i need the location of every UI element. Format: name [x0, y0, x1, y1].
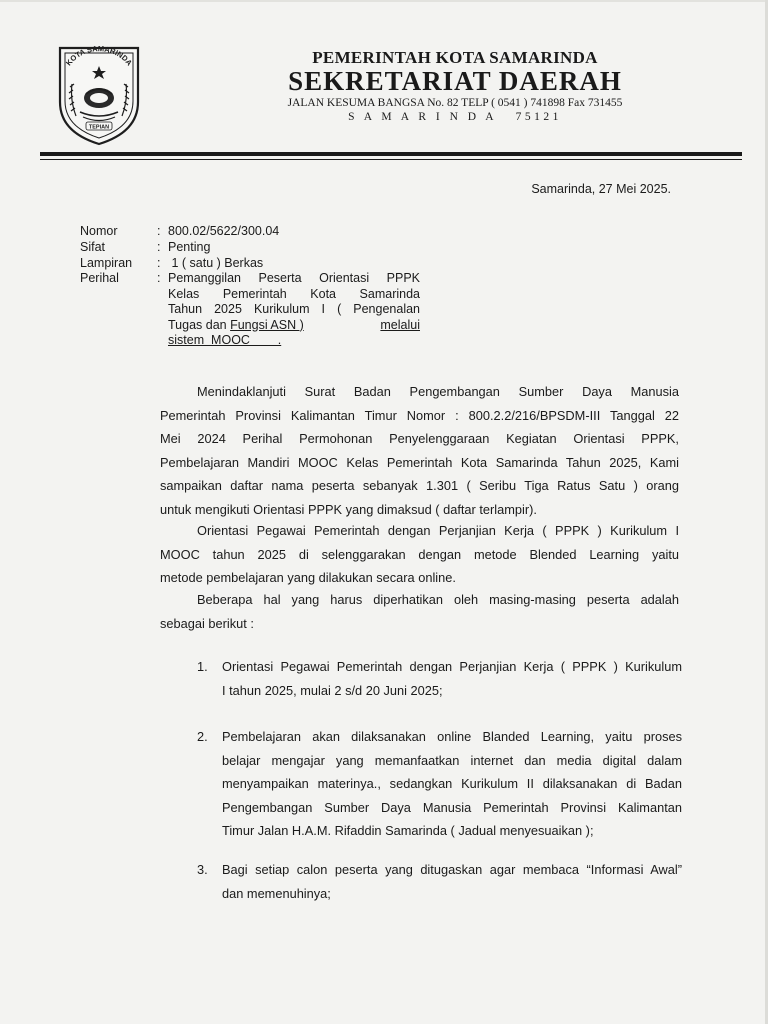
perihal-underlined-text: melalui — [380, 317, 420, 332]
nomor-label: Nomor — [80, 224, 118, 238]
paragraph-line: Menindaklanjuti Surat Badan Pengembangan Sumber Daya Manusia — [197, 384, 679, 399]
paragraph-line: sampaikan daftar nama peserta sebanyak 1.301 ( Seribu Tiga Ratus Satu ) orang — [160, 478, 679, 493]
list-item-line: Pengembangan Sumber Daya Manusia Pemerintah Provinsi Kalimantan — [222, 799, 682, 815]
paragraph-line: Pembelajaran Mandiri MOOC Kelas Pemerintah Kota Samarinda Tahun 2025, Kami — [160, 454, 679, 470]
paragraph-line: sebagai berikut : — [160, 615, 254, 631]
list-item-text — [222, 725, 682, 843]
lampiran-value: 1 ( satu ) Berkas — [168, 256, 264, 270]
sifat-value: Penting — [168, 240, 211, 254]
sifat-colon: : — [157, 240, 161, 254]
paragraph-line: MOOC tahun 2025 di selenggarakan dengan metode Blended Learning yaitu — [160, 546, 679, 562]
emblem-text-top: KOTA SAMARINDA — [63, 44, 135, 68]
list-item-number: 1. — [197, 659, 208, 674]
perihal-underlined-text: Fungsi ASN ) — [230, 317, 304, 332]
perihal-line: Pemanggilan Peserta Orientasi PPPK — [168, 271, 420, 285]
emblem-text-bottom: TEPIAN — [88, 124, 110, 131]
paragraph-line: metode pembelajaran yang dilakukan secara online. — [160, 570, 456, 585]
lampiran-colon: : — [157, 256, 161, 270]
lampiran-label: Lampiran — [80, 256, 133, 270]
perihal-line: Tahun 2025 Kurikulum I ( Pengenalan — [168, 302, 420, 316]
perihal-line-5: sistem MOOC . — [168, 333, 282, 347]
letterhead-address: JALAN KESUMA BANGSA No. 82 TELP ( 0541 ) 741898 Fax 731455 — [287, 97, 623, 109]
scan-edge-top — [0, 0, 768, 2]
list-item-line: Pembelajaran akan dilaksanakan online Blanded Learning, yaitu proses — [222, 729, 682, 744]
nomor-value: 800.02/5622/300.04 — [168, 224, 280, 238]
paragraph-line: untuk mengikuti Orientasi PPPK yang dimaksud ( daftar terlampir). — [160, 501, 537, 517]
sifat-label: Sifat — [80, 240, 106, 254]
paragraph-line: Beberapa hal yang harus diperhatikan oleh masing-masing peserta adalah — [197, 592, 679, 607]
perihal-colon: : — [157, 271, 161, 285]
list-item-text — [222, 858, 682, 905]
list-item-line: belajar mengajar yang memanfaatkan internet dan media digital dalam — [222, 752, 682, 768]
perihal-line: Kelas Pemerintah Kota Samarinda — [168, 286, 420, 301]
list-item-line: I tahun 2025, mulai 2 s/d 20 Juni 2025; — [222, 682, 443, 698]
list-item-text — [222, 655, 682, 702]
list-item-line: Orientasi Pegawai Pemerintah dengan Perjanjian Kerja ( PPPK ) Kurikulum — [222, 659, 682, 674]
list-item-line: dan memenuhinya; — [222, 885, 331, 901]
paragraph-line: Orientasi Pegawai Pemerintah dengan Perjanjian Kerja ( PPPK ) Kurikulum I — [197, 523, 679, 538]
paragraph-line: Pemerintah Provinsi Kalimantan Timur Nomor : 800.2.2/216/BPSDM-III Tanggal 22 — [160, 407, 679, 423]
perihal-subject — [168, 271, 420, 349]
list-item-line: menyampaikan materinya., sedangkan Kurikulum II dilaksanakan di Badan — [222, 776, 682, 791]
paragraph-line: Mei 2024 Perihal Permohonan Penyelenggaraan Kegiatan Orientasi PPPK, — [160, 431, 679, 446]
list-item-line: Bagi setiap calon peserta yang ditugaskan agar membaca “Informasi Awal” — [222, 862, 682, 877]
perihal-line-4 — [168, 318, 420, 334]
letter-date: Samarinda, 27 Mei 2025. — [531, 182, 671, 196]
letterhead-office: SEKRETARIAT DAERAH — [288, 66, 622, 96]
paragraph-2 — [160, 519, 679, 590]
list-item-number: 3. — [197, 862, 208, 877]
perihal-label: Perihal — [80, 271, 119, 285]
letterhead-city: S A M A R I N D A 75121 — [348, 111, 562, 123]
city-emblem-icon — [50, 40, 148, 148]
paragraph-3 — [160, 588, 679, 635]
perihal-text: Tugas dan — [168, 317, 231, 332]
nomor-colon: : — [157, 224, 161, 238]
list-item-number: 2. — [197, 729, 208, 744]
letterhead-rule — [40, 152, 742, 156]
paragraph-1 — [160, 380, 679, 521]
letterhead-rule-thin — [40, 159, 742, 160]
letterhead-government: PEMERINTAH KOTA SAMARINDA — [312, 48, 598, 67]
list-item-line: Timur Jalan H.A.M. Rifaddin Samarinda ( Jadual menyesuaikan ); — [222, 823, 594, 838]
